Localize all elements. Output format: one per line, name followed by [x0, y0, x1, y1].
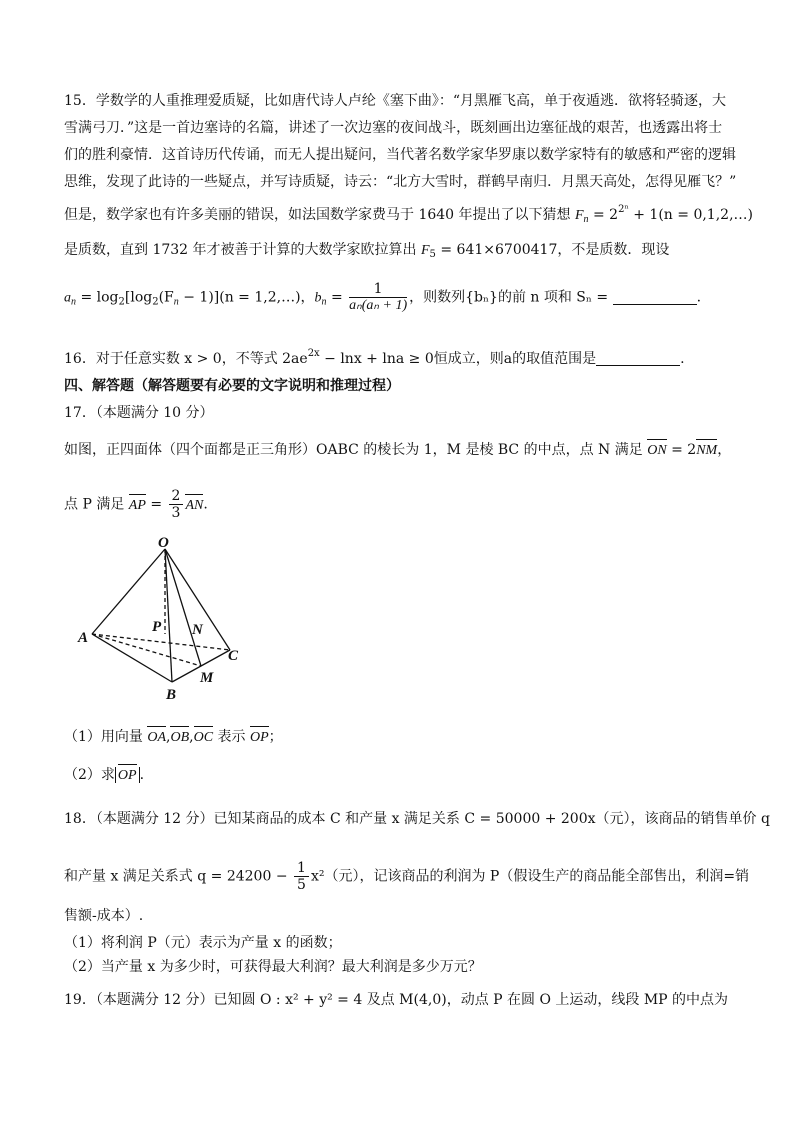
- label-N: N: [192, 622, 203, 638]
- q18-part-2: （2）当产量 x 为多少时，可获得最大利润？最大利润是多少万元？: [64, 959, 482, 975]
- q15-line-5: 但是，数学家也有许多美丽的错误，如法国数学家费马于 1640 年提出了以下猜想 $F_n = 2^{2^n} + 1(n$ = 0,1,2,…): [64, 204, 753, 225]
- q15-fraction: $\frac{1}{\text{aₙ(aₙ + 1)}}$: [349, 281, 408, 313]
- q15-line-3: 们的胜利豪情．这首诗历代传诵，而无人提出疑问，当代著名数学家华罗康以数学家特有的敏感和严密的逻辑: [64, 147, 736, 163]
- q15-line-7: $a_n = \log_2[\log_2(F_n - 1)](n$ = 1,2,…)，$b_n$ = $\frac{1}{\text{aₙ(aₙ + 1)}}$ ，则数列{bₙ}的前 n 项和 Sₙ = .: [64, 281, 702, 313]
- tetrahedron-figure: [72, 536, 252, 708]
- label-A: A: [78, 630, 89, 646]
- q15-line-6: 是质数，直到 1732 年才被善于计算的大数学家欧拉算出 $F_5 = 641\times 6700417$，不是质数．现设: [64, 242, 670, 260]
- label-P: P: [152, 619, 162, 635]
- section-heading: 四、解答题（解答题要有必要的文字说明和推理过程）: [64, 378, 400, 394]
- q17-header: 17．（本题满分 10 分）: [64, 405, 214, 421]
- q15-line-4: 思维，发现了此诗的一些疑点，并写诗质疑，诗云：“北方大雪时，群鹤早南归．月黑天高处，怎得见雁飞？”: [64, 174, 737, 190]
- q17-line-2: 点 P 满足 AP = $\frac{2}{3}$ AN.: [64, 488, 208, 521]
- label-M: M: [200, 670, 214, 686]
- edge-AB: [92, 634, 172, 682]
- edge-AC: [92, 634, 230, 650]
- q17-fraction: $\frac{2}{3}$: [169, 488, 184, 521]
- q18-line-3: 售额-成本）.: [64, 908, 144, 924]
- q16-line: 16．对于任意实数 x > 0，不等式 $2ae^{2x} - \ln x + \ln a \ge 0$恒成立，则a的取值范围是 .: [64, 348, 685, 367]
- q18-line-1: 18．（本题满分 12 分）已知某商品的成本 C 和产量 x 满足关系 C = 50000 + 200x（元），该商品的销售单价 q: [64, 811, 770, 827]
- segment-AM: [92, 634, 201, 666]
- q17-part-2: （2）求 OP .: [64, 765, 144, 786]
- q16-answer-blank: [596, 351, 680, 366]
- q18-fraction: $\frac{1}{5}$: [294, 860, 309, 893]
- q18-part-1: （1）将利润 P（元）表示为产量 x 的函数；: [64, 935, 342, 951]
- label-C: C: [228, 648, 239, 664]
- label-O: O: [158, 536, 169, 551]
- q15-line-2: 雪满弓刀．”这是一首边塞诗的名篇，讲述了一次边塞的夜间战斗，既刻画出边塞征战的艰苦，也透露出将士: [64, 120, 723, 136]
- q15-line-1: 15．学数学的人重推理爱质疑，比如唐代诗人卢纶《塞下曲》：“月黑雁飞高，单于夜遁逃．欲将轻骑逐，大: [64, 93, 726, 109]
- q17-line-1: 如图，正四面体（四个面都是正三角形）OABC 的棱长为 1，M 是棱 BC 的中点，点 N 满足 ON = 2NM，: [64, 440, 731, 461]
- q19-line-1: 19．（本题满分 12 分）已知圆 O : x² + y² = 4 及点 M(4,0)，动点 P 在圆 O 上运动，线段 MP 的中点为: [64, 992, 729, 1008]
- q15-answer-blank: [613, 290, 697, 305]
- q17-part-1: （1）用向量 OA,OB,OC 表示 OP；: [64, 727, 283, 748]
- label-B: B: [166, 687, 177, 703]
- q18-line-2: 和产量 x 满足关系式 q = 24200 − $\frac{1}{5}$ x²（元），记该商品的利润为 P（假设生产的商品能全部售出，利润=销: [64, 860, 750, 893]
